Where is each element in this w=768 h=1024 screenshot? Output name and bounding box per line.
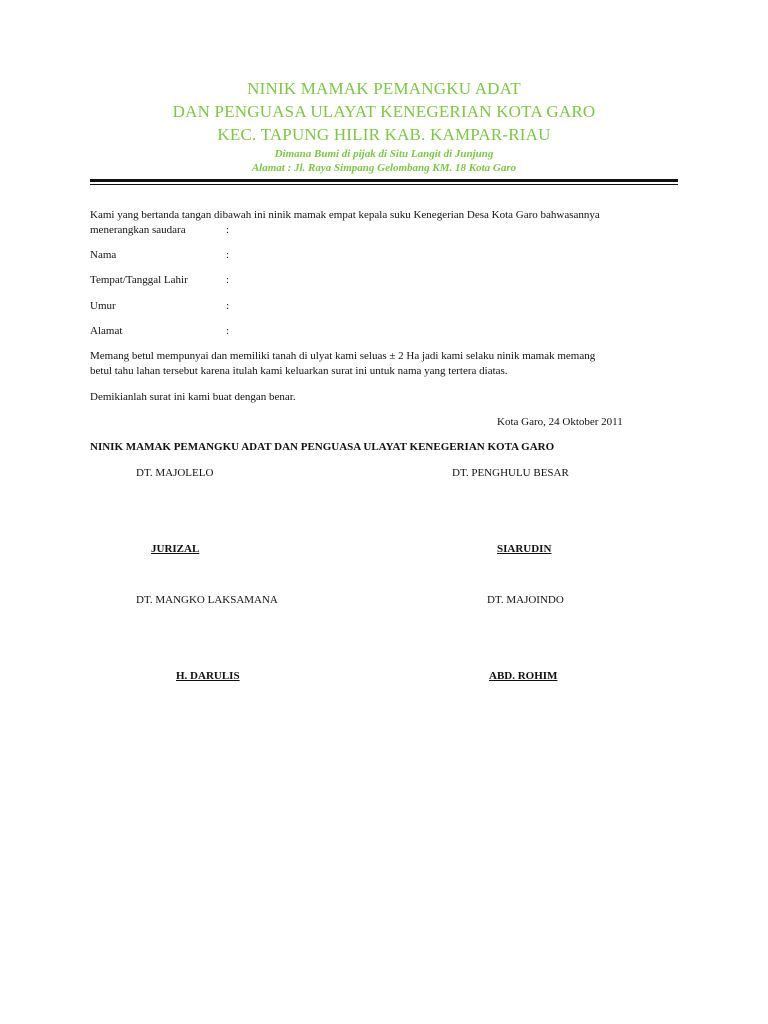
letterhead-title-line3: KEC. TAPUNG HILIR KAB. KAMPAR-RIAU	[217, 125, 551, 144]
letterhead-rule-thin	[90, 184, 678, 185]
intro-colon: :	[226, 224, 230, 236]
field-colon-nama: :	[226, 249, 230, 261]
signer-name-siarudin: SIARUDIN	[497, 543, 552, 555]
field-colon-ttl: :	[226, 274, 230, 286]
letterhead-motto: Dimana Bumi di pijak di Situ Langit di Junjung	[274, 148, 494, 160]
letterhead-title-line2: DAN PENGUASA ULAYAT KENEGERIAN KOTA GARO	[172, 102, 596, 121]
signer-name-rohim: ABD. ROHIM	[489, 670, 558, 682]
intro-line-2: menerangkan saudara	[90, 224, 186, 236]
statement-line-1: Memang betul mempunyai dan memiliki tanah di ulyat kami seluas ± 2 Ha jadi kami selaku ninik mamak memang	[90, 350, 596, 362]
field-label-ttl: Tempat/Tanggal Lahir	[90, 274, 188, 286]
signer-title-majolelo: DT. MAJOLELO	[136, 467, 214, 479]
letterhead-rule-thick	[90, 179, 678, 182]
signer-title-penghulu-besar: DT. PENGHULU BESAR	[452, 467, 569, 479]
closing-sentence: Demikianlah surat ini kami buat dengan benar.	[90, 391, 296, 403]
field-colon-alamat: :	[226, 325, 230, 337]
letterhead-title-line1: NINIK MAMAK PEMANGKU ADAT	[247, 79, 521, 98]
field-colon-umur: :	[226, 300, 230, 312]
place-date: Kota Garo, 24 Oktober 2011	[497, 416, 623, 428]
field-label-umur: Umur	[90, 300, 116, 312]
letterhead-address: Alamat : Jl. Raya Simpang Gelombang KM. 18 Kota Garo	[251, 162, 517, 174]
signature-heading: NINIK MAMAK PEMANGKU ADAT DAN PENGUASA ULAYAT KENEGERIAN KOTA GARO	[90, 441, 555, 453]
signer-name-darulis: H. DARULIS	[176, 670, 240, 682]
field-label-nama: Nama	[90, 249, 117, 261]
signer-title-mangko-laksamana: DT. MANGKO LAKSAMANA	[136, 594, 278, 606]
signer-title-majoindo: DT. MAJOINDO	[487, 594, 564, 606]
field-label-alamat: Alamat	[90, 325, 123, 337]
statement-line-2: betul tahu lahan tersebut karena itulah kami keluarkan surat ini untuk nama yang tertera diatas.	[90, 365, 508, 377]
signer-name-jurizal: JURIZAL	[151, 543, 200, 555]
intro-line-1: Kami yang bertanda tangan dibawah ini ninik mamak empat kepala suku Kenegerian Desa Kota Garo bahwasannya	[90, 209, 600, 221]
